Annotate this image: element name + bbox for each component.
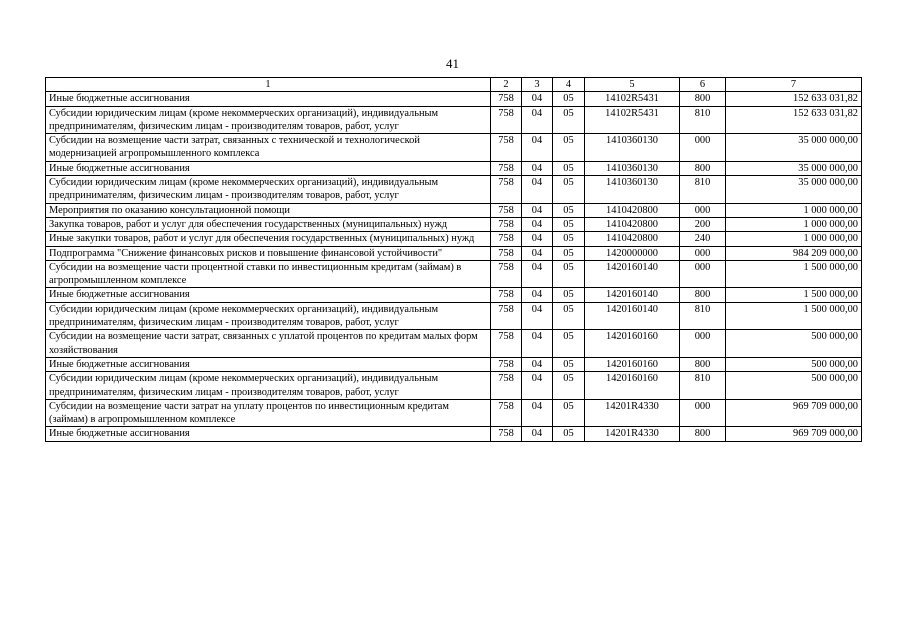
amount: 152 633 031,82 [726, 106, 862, 134]
table-header-row [46, 78, 862, 92]
page-number: 41 [446, 56, 459, 71]
column-header: 5 [585, 78, 680, 92]
target-article-code: 14201R4330 [585, 427, 680, 441]
row-description: Субсидии на возмещение части затрат, связанных с уплатой процентов по кредитам малых форм хозяйствования [46, 330, 491, 358]
target-article-code: 1420160140 [585, 288, 680, 302]
expense-type-code: 800 [680, 427, 726, 441]
expense-type-code: 800 [680, 92, 726, 106]
ministry-code: 758 [491, 399, 522, 427]
row-description: Закупка товаров, работ и услуг для обеспечения государственных (муниципальных) нужд [46, 217, 491, 231]
target-article-code: 1420160140 [585, 302, 680, 330]
table-row [46, 203, 862, 217]
ministry-code: 758 [491, 106, 522, 134]
table-row [46, 134, 862, 162]
section-code: 04 [522, 92, 553, 106]
target-article-code: 1420000000 [585, 246, 680, 260]
column-header: 6 [680, 78, 726, 92]
ministry-code: 758 [491, 427, 522, 441]
subsection-code: 05 [553, 203, 585, 217]
ministry-code: 758 [491, 232, 522, 246]
ministry-code: 758 [491, 92, 522, 106]
ministry-code: 758 [491, 302, 522, 330]
section-code: 04 [522, 357, 553, 371]
column-header: 2 [491, 78, 522, 92]
table-row [46, 217, 862, 231]
amount: 1 500 000,00 [726, 302, 862, 330]
subsection-code: 05 [553, 372, 585, 400]
row-description: Иные бюджетные ассигнования [46, 161, 491, 175]
target-article-code: 1410420800 [585, 217, 680, 231]
table-row [46, 288, 862, 302]
ministry-code: 758 [491, 330, 522, 358]
expense-type-code: 800 [680, 357, 726, 371]
ministry-code: 758 [491, 288, 522, 302]
expense-type-code: 000 [680, 203, 726, 217]
subsection-code: 05 [553, 288, 585, 302]
amount: 969 709 000,00 [726, 399, 862, 427]
subsection-code: 05 [553, 217, 585, 231]
ministry-code: 758 [491, 134, 522, 162]
amount: 969 709 000,00 [726, 427, 862, 441]
expense-type-code: 810 [680, 106, 726, 134]
subsection-code: 05 [553, 92, 585, 106]
amount: 35 000 000,00 [726, 161, 862, 175]
amount: 500 000,00 [726, 372, 862, 400]
row-description: Субсидии юридическим лицам (кроме некоммерческих организаций), индивидуальным предпринимателям, физическим лицам - производителям товаров, работ, услуг [46, 106, 491, 134]
section-code: 04 [522, 217, 553, 231]
ministry-code: 758 [491, 176, 522, 204]
row-description: Субсидии на возмещение части затрат, связанных с технической и технологической модернизацией агропромышленного комплекса [46, 134, 491, 162]
target-article-code: 1410420800 [585, 203, 680, 217]
expense-type-code: 800 [680, 288, 726, 302]
expense-type-code: 000 [680, 246, 726, 260]
subsection-code: 05 [553, 161, 585, 175]
expense-type-code: 810 [680, 302, 726, 330]
row-description: Иные бюджетные ассигнования [46, 92, 491, 106]
subsection-code: 05 [553, 399, 585, 427]
table-row [46, 427, 862, 441]
amount: 1 000 000,00 [726, 217, 862, 231]
amount: 152 633 031,82 [726, 92, 862, 106]
expense-type-code: 810 [680, 372, 726, 400]
row-description: Субсидии на возмещение части затрат на уплату процентов по инвестиционным кредитам (займам) в агропромышленном комплексе [46, 399, 491, 427]
section-code: 04 [522, 176, 553, 204]
target-article-code: 1420160160 [585, 357, 680, 371]
ministry-code: 758 [491, 246, 522, 260]
table-row [46, 161, 862, 175]
section-code: 04 [522, 427, 553, 441]
section-code: 04 [522, 232, 553, 246]
section-code: 04 [522, 302, 553, 330]
expense-type-code: 200 [680, 217, 726, 231]
table-row [46, 357, 862, 371]
expense-type-code: 000 [680, 134, 726, 162]
section-code: 04 [522, 106, 553, 134]
column-header: 3 [522, 78, 553, 92]
table-row [46, 232, 862, 246]
ministry-code: 758 [491, 357, 522, 371]
expense-type-code: 810 [680, 176, 726, 204]
subsection-code: 05 [553, 357, 585, 371]
row-description: Субсидии юридическим лицам (кроме некоммерческих организаций), индивидуальным предпринимателям, физическим лицам - производителям товаров, работ, услуг [46, 302, 491, 330]
expense-type-code: 000 [680, 330, 726, 358]
table-row [46, 302, 862, 330]
target-article-code: 1410360130 [585, 176, 680, 204]
row-description: Иные бюджетные ассигнования [46, 427, 491, 441]
target-article-code: 14201R4330 [585, 399, 680, 427]
row-description: Иные бюджетные ассигнования [46, 288, 491, 302]
amount: 35 000 000,00 [726, 176, 862, 204]
table-row [46, 246, 862, 260]
subsection-code: 05 [553, 134, 585, 162]
expense-type-code: 800 [680, 161, 726, 175]
section-code: 04 [522, 260, 553, 288]
table-row [46, 92, 862, 106]
row-description: Иные закупки товаров, работ и услуг для обеспечения государственных (муниципальных) нужд [46, 232, 491, 246]
table-row [46, 399, 862, 427]
subsection-code: 05 [553, 232, 585, 246]
budget-table [45, 77, 862, 442]
section-code: 04 [522, 330, 553, 358]
amount: 35 000 000,00 [726, 134, 862, 162]
expense-type-code: 240 [680, 232, 726, 246]
section-code: 04 [522, 134, 553, 162]
amount: 1 500 000,00 [726, 260, 862, 288]
column-header: 7 [726, 78, 862, 92]
table-row [46, 372, 862, 400]
section-code: 04 [522, 288, 553, 302]
target-article-code: 1410360130 [585, 161, 680, 175]
subsection-code: 05 [553, 106, 585, 134]
section-code: 04 [522, 399, 553, 427]
subsection-code: 05 [553, 330, 585, 358]
ministry-code: 758 [491, 372, 522, 400]
row-description: Субсидии на возмещение части процентной ставки по инвестиционным кредитам (займам) в агропромышленном комплексе [46, 260, 491, 288]
target-article-code: 1410360130 [585, 134, 680, 162]
subsection-code: 05 [553, 260, 585, 288]
ministry-code: 758 [491, 260, 522, 288]
target-article-code: 1420160140 [585, 260, 680, 288]
ministry-code: 758 [491, 161, 522, 175]
target-article-code: 1410420800 [585, 232, 680, 246]
row-description: Иные бюджетные ассигнования [46, 357, 491, 371]
table-row [46, 106, 862, 134]
table-row [46, 260, 862, 288]
subsection-code: 05 [553, 302, 585, 330]
row-description: Мероприятия по оказанию консультационной помощи [46, 203, 491, 217]
amount: 500 000,00 [726, 357, 862, 371]
target-article-code: 1420160160 [585, 372, 680, 400]
section-code: 04 [522, 246, 553, 260]
amount: 1 500 000,00 [726, 288, 862, 302]
table-row [46, 330, 862, 358]
ministry-code: 758 [491, 217, 522, 231]
target-article-code: 1420160160 [585, 330, 680, 358]
subsection-code: 05 [553, 427, 585, 441]
expense-type-code: 000 [680, 399, 726, 427]
section-code: 04 [522, 203, 553, 217]
row-description: Подпрограмма "Снижение финансовых рисков и повышение финансовой устойчивости" [46, 246, 491, 260]
column-header: 1 [46, 78, 491, 92]
amount: 500 000,00 [726, 330, 862, 358]
subsection-code: 05 [553, 176, 585, 204]
target-article-code: 14102R5431 [585, 92, 680, 106]
expense-type-code: 000 [680, 260, 726, 288]
amount: 1 000 000,00 [726, 203, 862, 217]
table-row [46, 176, 862, 204]
subsection-code: 05 [553, 246, 585, 260]
amount: 1 000 000,00 [726, 232, 862, 246]
amount: 984 209 000,00 [726, 246, 862, 260]
ministry-code: 758 [491, 203, 522, 217]
row-description: Субсидии юридическим лицам (кроме некоммерческих организаций), индивидуальным предпринимателям, физическим лицам - производителям товаров, работ, услуг [46, 372, 491, 400]
section-code: 04 [522, 372, 553, 400]
section-code: 04 [522, 161, 553, 175]
target-article-code: 14102R5431 [585, 106, 680, 134]
row-description: Субсидии юридическим лицам (кроме некоммерческих организаций), индивидуальным предпринимателям, физическим лицам - производителям товаров, работ, услуг [46, 176, 491, 204]
table-body [46, 92, 862, 441]
column-header: 4 [553, 78, 585, 92]
